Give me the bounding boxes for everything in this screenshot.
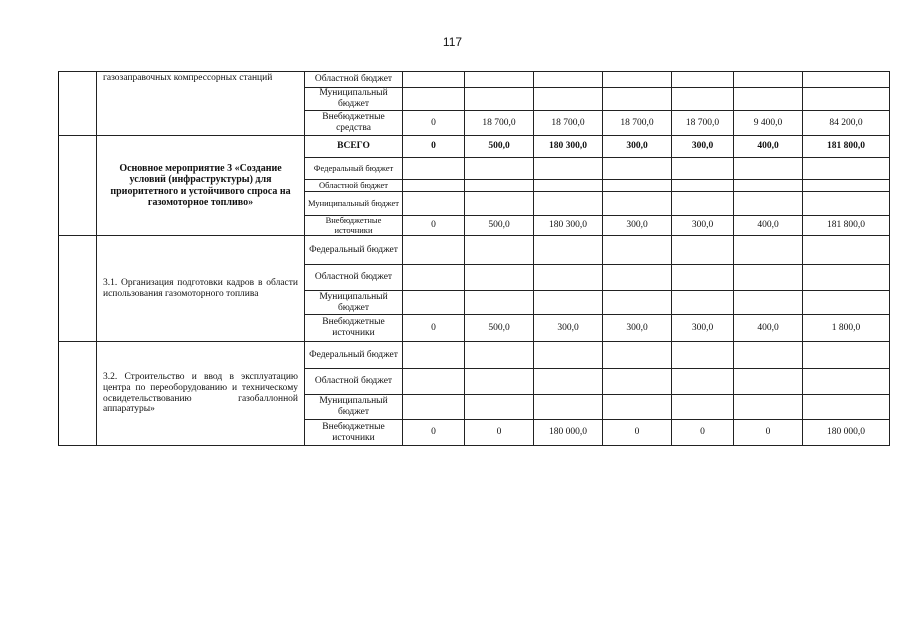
amount-cell <box>403 291 465 315</box>
amount-cell <box>803 265 890 291</box>
amount-cell <box>603 291 672 315</box>
funding-source-cell: Муниципальный бюджет <box>305 88 403 111</box>
funding-source-cell: Внебюджетные источники <box>305 315 403 342</box>
amount-cell: 500,0 <box>465 315 534 342</box>
amount-cell <box>672 158 734 180</box>
funding-source-cell: Областной бюджет <box>305 72 403 88</box>
amount-cell <box>734 72 803 88</box>
table-row <box>59 342 890 369</box>
amount-cell <box>465 88 534 111</box>
row-number-cell <box>59 236 97 342</box>
amount-cell <box>603 342 672 369</box>
amount-cell <box>403 158 465 180</box>
funding-source-cell: Областной бюджет <box>305 369 403 395</box>
amount-cell <box>465 369 534 395</box>
amount-cell: 0 <box>403 111 465 136</box>
amount-cell <box>465 158 534 180</box>
amount-cell <box>403 192 465 216</box>
amount-cell <box>534 342 603 369</box>
amount-cell <box>803 180 890 192</box>
amount-cell: 0 <box>403 420 465 446</box>
amount-cell <box>534 180 603 192</box>
amount-cell <box>672 342 734 369</box>
amount-cell: 18 700,0 <box>672 111 734 136</box>
amount-cell <box>603 158 672 180</box>
amount-cell: 18 700,0 <box>534 111 603 136</box>
amount-cell <box>403 395 465 420</box>
amount-cell <box>603 369 672 395</box>
amount-cell <box>803 342 890 369</box>
row-number-cell <box>59 342 97 446</box>
amount-cell <box>603 395 672 420</box>
amount-cell: 300,0 <box>603 315 672 342</box>
measure-name-cell: газозаправочных компрессорных станций <box>97 72 305 136</box>
amount-cell: 0 <box>734 420 803 446</box>
amount-cell <box>672 369 734 395</box>
funding-source-cell: Федеральный бюджет <box>305 342 403 369</box>
amount-cell: 300,0 <box>603 216 672 236</box>
amount-cell <box>603 236 672 265</box>
budget-table <box>58 71 890 446</box>
amount-cell <box>534 72 603 88</box>
amount-cell <box>534 158 603 180</box>
amount-cell: 180 300,0 <box>534 136 603 158</box>
amount-cell <box>403 265 465 291</box>
amount-cell: 400,0 <box>734 216 803 236</box>
amount-cell <box>403 236 465 265</box>
amount-cell <box>603 265 672 291</box>
amount-cell: 180 000,0 <box>534 420 603 446</box>
table-row <box>59 72 890 88</box>
amount-cell <box>803 291 890 315</box>
amount-cell <box>465 236 534 265</box>
amount-cell: 0 <box>672 420 734 446</box>
funding-source-cell: Федеральный бюджет <box>305 158 403 180</box>
amount-cell <box>403 88 465 111</box>
amount-cell: 500,0 <box>465 136 534 158</box>
amount-cell <box>672 88 734 111</box>
measure-name-cell: Основное мероприятие 3 «Создание условий (инфраструктуры) для приоритетного и устойчивого спроса на газомоторное топливо» <box>97 136 305 236</box>
amount-cell: 300,0 <box>534 315 603 342</box>
amount-cell <box>465 395 534 420</box>
funding-source-cell: Муниципальный бюджет <box>305 395 403 420</box>
amount-cell <box>465 291 534 315</box>
funding-source-cell: Внебюджетные источники <box>305 216 403 236</box>
amount-cell <box>465 72 534 88</box>
amount-cell <box>672 180 734 192</box>
amount-cell <box>734 158 803 180</box>
amount-cell <box>734 88 803 111</box>
amount-cell <box>734 369 803 395</box>
amount-cell: 1 800,0 <box>803 315 890 342</box>
amount-cell <box>803 395 890 420</box>
amount-cell: 500,0 <box>465 216 534 236</box>
amount-cell: 0 <box>465 420 534 446</box>
amount-cell: 300,0 <box>672 315 734 342</box>
amount-cell: 18 700,0 <box>465 111 534 136</box>
amount-cell <box>672 265 734 291</box>
amount-cell <box>603 72 672 88</box>
amount-cell <box>672 395 734 420</box>
amount-cell <box>534 88 603 111</box>
amount-cell: 300,0 <box>603 136 672 158</box>
funding-source-cell: Федеральный бюджет <box>305 236 403 265</box>
amount-cell <box>734 291 803 315</box>
amount-cell <box>734 180 803 192</box>
amount-cell <box>734 342 803 369</box>
amount-cell <box>803 192 890 216</box>
funding-source-cell: Муниципальный бюджет <box>305 291 403 315</box>
amount-cell <box>603 88 672 111</box>
amount-cell <box>603 180 672 192</box>
row-number-cell <box>59 136 97 236</box>
amount-cell <box>465 342 534 369</box>
amount-cell: 84 200,0 <box>803 111 890 136</box>
amount-cell <box>803 369 890 395</box>
funding-source-cell: Внебюджетные источники <box>305 420 403 446</box>
amount-cell <box>403 342 465 369</box>
amount-cell <box>403 180 465 192</box>
amount-cell <box>803 158 890 180</box>
amount-cell <box>534 192 603 216</box>
amount-cell <box>734 395 803 420</box>
amount-cell: 400,0 <box>734 315 803 342</box>
funding-source-cell: Муниципальный бюджет <box>305 192 403 216</box>
funding-source-cell: Внебюджетные средства <box>305 111 403 136</box>
amount-cell: 400,0 <box>734 136 803 158</box>
amount-cell: 0 <box>403 315 465 342</box>
funding-source-cell: Областной бюджет <box>305 265 403 291</box>
amount-cell: 300,0 <box>672 216 734 236</box>
amount-cell <box>672 192 734 216</box>
amount-cell: 180 300,0 <box>534 216 603 236</box>
amount-cell: 9 400,0 <box>734 111 803 136</box>
amount-cell <box>734 192 803 216</box>
amount-cell: 0 <box>403 216 465 236</box>
amount-cell <box>803 72 890 88</box>
row-number-cell <box>59 72 97 136</box>
amount-cell <box>672 72 734 88</box>
amount-cell <box>403 72 465 88</box>
amount-cell: 0 <box>403 136 465 158</box>
table-row <box>59 236 890 265</box>
amount-cell: 18 700,0 <box>603 111 672 136</box>
amount-cell <box>734 265 803 291</box>
amount-cell <box>534 395 603 420</box>
amount-cell <box>734 236 803 265</box>
amount-cell <box>603 192 672 216</box>
amount-cell: 300,0 <box>672 136 734 158</box>
amount-cell <box>672 291 734 315</box>
amount-cell <box>672 236 734 265</box>
amount-cell <box>534 291 603 315</box>
amount-cell: 0 <box>603 420 672 446</box>
amount-cell <box>534 369 603 395</box>
amount-cell <box>465 192 534 216</box>
funding-source-cell: ВСЕГО <box>305 136 403 158</box>
amount-cell <box>403 369 465 395</box>
amount-cell: 180 000,0 <box>803 420 890 446</box>
amount-cell <box>534 265 603 291</box>
amount-cell <box>534 236 603 265</box>
table-row <box>59 136 890 158</box>
amount-cell <box>803 88 890 111</box>
amount-cell: 181 800,0 <box>803 216 890 236</box>
measure-name-cell: 3.2. Строительство и ввод в эксплуатацию центра по переоборудованию и техническому освидетельствованию газобаллонной аппаратуры» <box>97 342 305 446</box>
amount-cell <box>465 265 534 291</box>
amount-cell <box>803 236 890 265</box>
funding-source-cell: Областной бюджет <box>305 180 403 192</box>
measure-name-cell: 3.1. Организация подготовки кадров в области использования газомоторного топлива <box>97 236 305 342</box>
amount-cell: 181 800,0 <box>803 136 890 158</box>
page-number: 117 <box>442 35 463 49</box>
amount-cell <box>465 180 534 192</box>
